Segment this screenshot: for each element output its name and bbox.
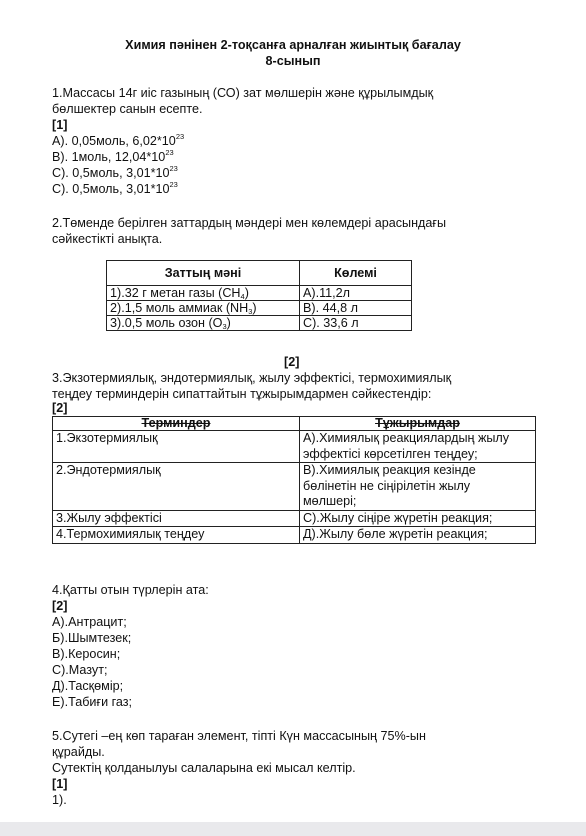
table-header-substance: Заттың мәні xyxy=(107,261,300,286)
statement-cell: А).Химиялық реакциялардың жылу эффектісі көрсетілген теңдеу; xyxy=(300,431,536,463)
document-grade: 8-сынып xyxy=(265,54,321,68)
table-row xyxy=(53,431,536,463)
q1-option-c2: С). 0,5моль, $3,01*10^{23}$ xyxy=(52,180,178,196)
q5-text-line2: құрайды. xyxy=(52,745,105,759)
q2-text-line1: 2.Төменде берілген заттардың мәндері мен көлемдері арасындағы xyxy=(52,216,447,230)
q4-option: В).Керосин; xyxy=(52,647,121,661)
table-row xyxy=(107,316,412,331)
q5-text-line1: 5.Сутегі –ең көп тараған элемент, тіпті Күн массасының 75%-ын xyxy=(52,729,426,743)
q2-text-line2: сәйкестікті анықта. xyxy=(52,232,163,246)
term-cell: 3.Жылу эффектісі xyxy=(53,510,300,527)
table-row xyxy=(53,527,536,544)
table-row xyxy=(53,463,536,511)
q3-score: [2] xyxy=(52,401,68,415)
q4-text: 4.Қатты отын түрлерін ата: xyxy=(52,583,209,597)
q5-answer-start: 1). xyxy=(52,793,67,807)
document-title: Химия пәнінен 2-тоқсанға арналған жиынтық бағалау xyxy=(125,38,461,52)
q4-score: [2] xyxy=(52,599,68,613)
term-cell: 4.Термохимиялық теңдеу xyxy=(53,527,300,544)
term-cell: 1.Экзотермиялық xyxy=(53,431,300,463)
q4-option: А).Антрацит; xyxy=(52,615,127,629)
q4-option: С).Мазут; xyxy=(52,663,108,677)
statement-cell: В).Химиялық реакция кезінде бөлінетін не сіңірілетін жылу мөлшері; xyxy=(300,463,536,511)
q1-score: [1] xyxy=(52,118,68,132)
q1-text-line1: 1.Массасы 14г иіс газының (СО) зат мөлшерін және құрылымдық xyxy=(52,86,434,100)
q5-score: [1] xyxy=(52,777,68,791)
volume-cell: В). 44,8 л xyxy=(300,301,412,316)
q4-option: Б).Шымтезек; xyxy=(52,631,132,645)
table-header-row xyxy=(53,417,536,431)
substance-cell: 3).0,5 моль озон $(О_3)$ xyxy=(107,316,300,331)
q2-score: [2] xyxy=(284,355,300,369)
table-header-statements: Тұжырымдар xyxy=(300,417,536,431)
q5-text-line3: Сутектің қолданылуы салаларына екі мысал келтір. xyxy=(52,761,356,775)
table-header-terms: Терминдер xyxy=(53,417,300,431)
statement-cell: С).Жылу сіңіре жүретін реакция; xyxy=(300,510,536,527)
substance-cell: 2).1,5 моль аммиак $(NН_3)$ xyxy=(107,301,300,316)
volume-cell: С). 33,6 л xyxy=(300,316,412,331)
q1-option-c: С). 0,5моль, $3,01*10^{23}$ xyxy=(52,164,178,180)
volume-cell: А).11,2л xyxy=(300,286,412,301)
substance-cell: 1).32 г метан газы $(СН_4)$ xyxy=(107,286,300,301)
table-row xyxy=(53,510,536,527)
q3-text-line2: теңдеу терминдерін сипаттайтын тұжырымдармен сәйкестендір: xyxy=(52,387,432,401)
table-row xyxy=(107,286,412,301)
statement-cell: Д).Жылу бөле жүретін реакция; xyxy=(300,527,536,544)
q4-option: Д).Тасқөмір; xyxy=(52,679,124,693)
q4-option: Е).Табиғи газ; xyxy=(52,695,133,709)
q3-terms-table xyxy=(52,416,536,544)
bottom-border-strip xyxy=(0,822,586,836)
q3-text-line1: 3.Экзотермиялық, эндотермиялық, жылу эффектісі, термохимиялық xyxy=(52,371,452,385)
term-cell: 2.Эндотермиялық xyxy=(53,463,300,511)
q1-text-line2: бөлшектер санын есепте. xyxy=(52,102,203,116)
table-header-row xyxy=(107,261,412,286)
q1-option-a: А). 0,05моль, $6,02*10^{23}$ xyxy=(52,132,185,148)
table-row xyxy=(107,301,412,316)
table-header-volume: Көлемі xyxy=(300,261,412,286)
q1-option-b: В). 1моль, $12,04*10^{23}$ xyxy=(52,148,174,164)
q2-matching-table xyxy=(106,260,412,331)
